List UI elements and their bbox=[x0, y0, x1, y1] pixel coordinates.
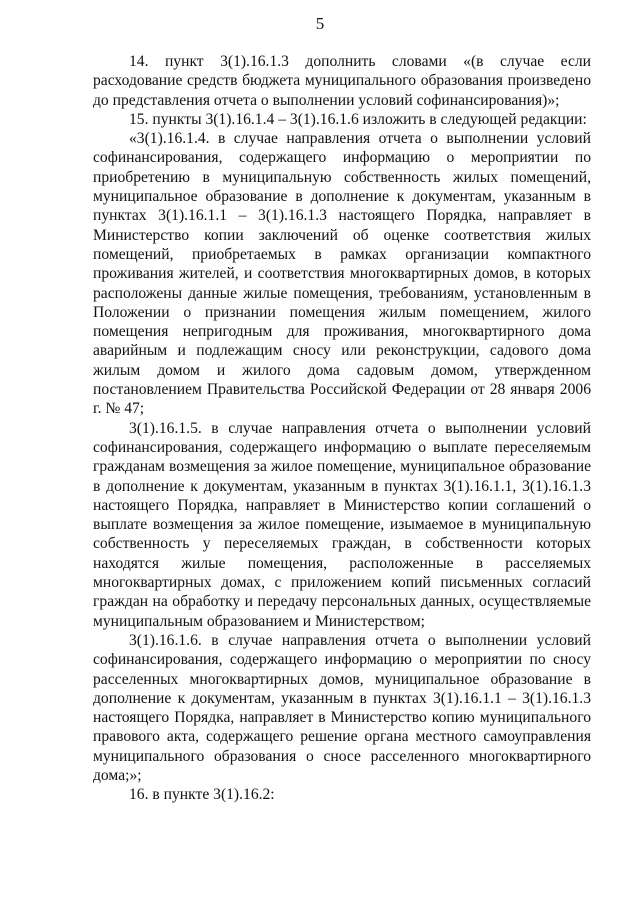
paragraph-item-15: 15. пункты 3(1).16.1.4 – 3(1).16.1.6 изложить в следующей редакции: bbox=[129, 110, 587, 128]
page-number: 5 bbox=[315, 14, 325, 33]
paragraph-item-16: 16. в пункте 3(1).16.2: bbox=[129, 786, 275, 804]
paragraph-item-14: 14. пункт 3(1).16.1.3 дополнить словами «(в случае если расходование средств бюджета муниципального образования произведено до представления отчета о выполнении условий софинансирования)»; bbox=[93, 53, 591, 109]
paragraph-clause-3-1-16-1-5: 3(1).16.1.5. в случае направления отчета о выполнении условий софинансирования, содержащего информацию о выплате переселяемым гражданам возмещения за жилое помещение, муниципальное образование в дополнение к документам, указанным в пунктах 3(1).16.1.1, 3(1).16.1.3 настоящего Порядка, направляет в Министерство копии соглашений о выплате возмещения за жилое помещение, изымаемое в муниципальную собственность у переселяемых граждан, в собственности которых находятся жилые помещения, расположенные в расселяемых многоквартирных домах, с приложением копий письменных согласий граждан на обработку и передачу персональных данных, осуществляемые муниципальным образованием и Министерством; bbox=[93, 419, 591, 630]
document-body bbox=[93, 52, 591, 805]
paragraph-clause-3-1-16-1-6: 3(1).16.1.6. в случае направления отчета о выполнении условий софинансирования, содержащего информацию о мероприятии по сносу расселенных многоквартирных домов, муниципальное образование в дополнение к документам, указанным в пунктах 3(1).16.1.1 – 3(1).16.1.3 настоящего Порядка, направляет в Министерство копию муниципального правового акта, содержащего решение органа местного самоуправления муниципального образования о сносе расселенного многоквартирного дома;»; bbox=[93, 631, 591, 784]
paragraph-clause-3-1-16-1-4: «3(1).16.1.4. в случае направления отчета о выполнении условий софинансирования, содержащего информацию о мероприятии по приобретению в муниципальную собственность жилых помещений, муниципальное образование в дополнение к документам, указанным в пунктах 3(1).16.1.1 – 3(1).16.1.3 настоящего Порядка, направляет в Министерство копии заключений об оценке соответствия жилых помещений, приобретаемых в рамках организации компактного проживания жителей, и соответствия многоквартирных домов, в которых расположены данные жилые помещения, требованиям, установленным в Положении о признании помещения жилым помещением, жилого помещения непригодным для проживания, многоквартирного дома аварийным и подлежащим сносу или реконструкции, садового дома жилым домом и жилого дома садовым домом, утвержденном постановлением Правительства Российской Федерации от 28 января 2006 г. № 47; bbox=[93, 130, 591, 418]
